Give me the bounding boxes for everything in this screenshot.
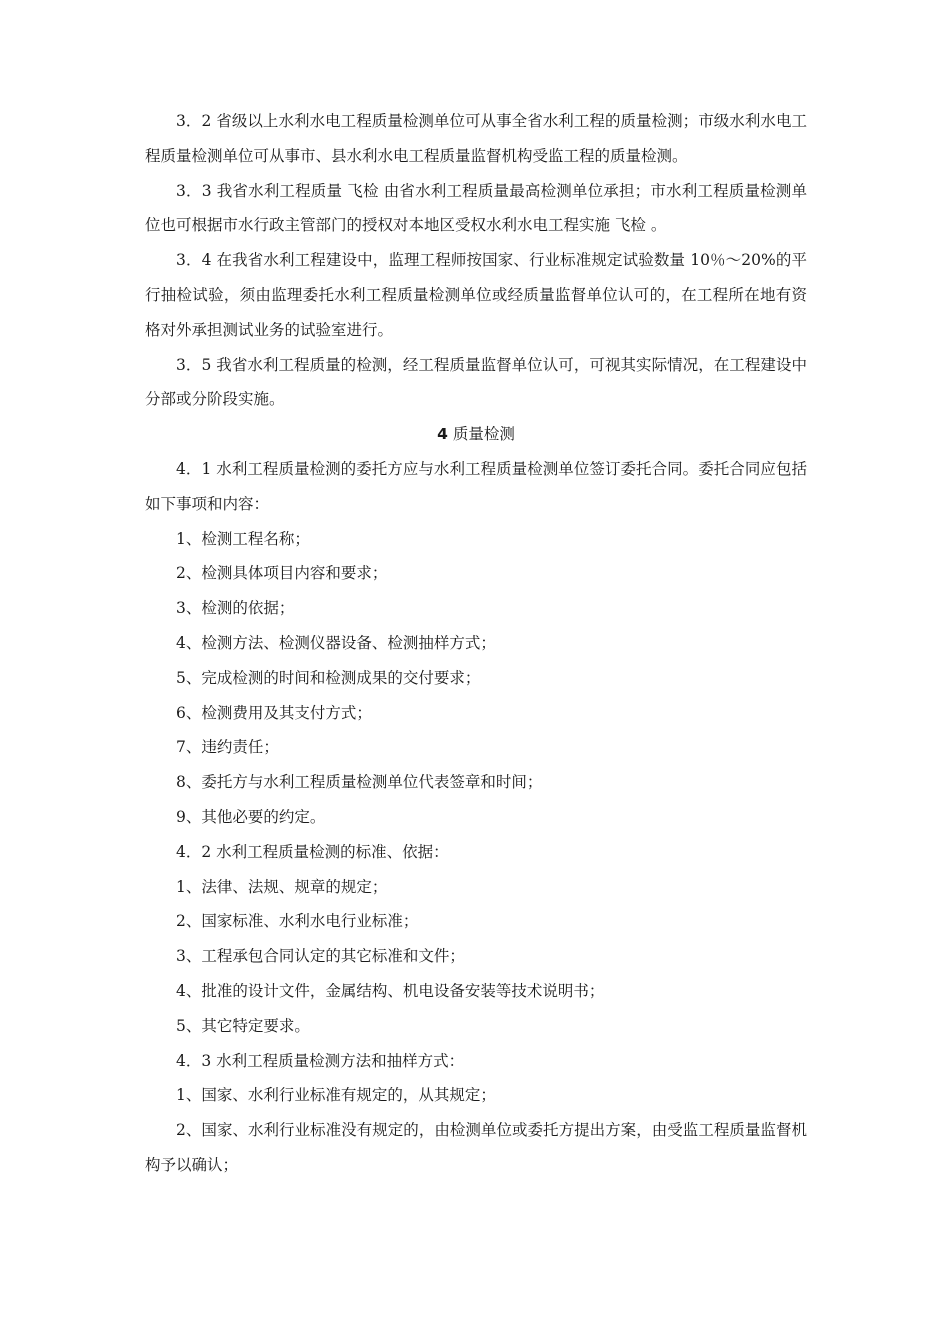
- list-item: 1、国家、水利行业标准有规定的，从其规定；: [176, 1086, 496, 1105]
- list-item: 1、检测工程名称；: [176, 529, 310, 548]
- paragraph-4-1: 4．1 水利工程质量检测的委托方应与水利工程质量检测单位签订委托合同。委托合同应包括如下事项和内容：: [145, 459, 807, 513]
- list-item: 2、国家标准、水利水电行业标准；: [176, 912, 419, 931]
- paragraph-4-3: 4．3 水利工程质量检测方法和抽样方式：: [176, 1051, 465, 1070]
- list-item: 8、委托方与水利工程质量检测单位代表签章和时间；: [176, 773, 543, 792]
- list-item: 2、检测具体项目内容和要求；: [176, 564, 388, 583]
- paragraph-3-4: 3．4 在我省水利工程建设中，监理工程师按国家、行业标准规定试验数量 10％～20%的平行抽检试验，须由监理委托水利工程质量检测单位或经质量监督单位认可的，在工程所在地有资格对外承担测试业务的试验室进行。: [145, 251, 807, 339]
- list-item: 4、检测方法、检测仪器设备、检测抽样方式；: [176, 633, 496, 652]
- list-item: 3、工程承包合同认定的其它标准和文件；: [176, 947, 465, 966]
- section-number: 4: [437, 425, 448, 444]
- document-page: [145, 104, 807, 1183]
- section-title: 质量检测: [452, 425, 515, 444]
- list-item: 4、批准的设计文件，金属结构、机电设备安装等技术说明书；: [176, 981, 605, 1000]
- list-item: 5、完成检测的时间和检测成果的交付要求；: [176, 668, 481, 687]
- list-item: 3、检测的依据；: [176, 599, 295, 618]
- paragraph-3-2: 3．2 省级以上水利水电工程质量检测单位可从事全省水利工程的质量检测；市级水利水电工程质量检测单位可从事市、县水利水电工程质量监督机构受监工程的质量检测。: [145, 112, 807, 165]
- list-item: 6、检测费用及其支付方式；: [176, 703, 372, 722]
- list-item: 7、违约责任；: [176, 738, 279, 757]
- paragraph-3-5: 3．5 我省水利工程质量的检测，经工程质量监督单位认可，可视其实际情况，在工程建设中分部或分阶段实施。: [145, 355, 807, 409]
- paragraph-4-2: 4．2 水利工程质量检测的标准、依据：: [176, 842, 449, 861]
- list-item: 5、其它特定要求。: [176, 1016, 310, 1035]
- section-heading: [145, 417, 807, 452]
- list-item: 2、国家、水利行业标准没有规定的，由检测单位或委托方提出方案，由受监工程质量监督机构予以确认；: [145, 1121, 807, 1174]
- list-item: 1、法律、法规、规章的规定；: [176, 877, 388, 896]
- paragraph-3-3: 3．3 我省水利工程质量 飞检 由省水利工程质量最高检测单位承担；市水利工程质量检测单位也可根据市水行政主管部门的授权对本地区受权水利水电工程实施 飞检 。: [145, 181, 807, 235]
- list-item: 9、其他必要的约定。: [176, 807, 326, 826]
